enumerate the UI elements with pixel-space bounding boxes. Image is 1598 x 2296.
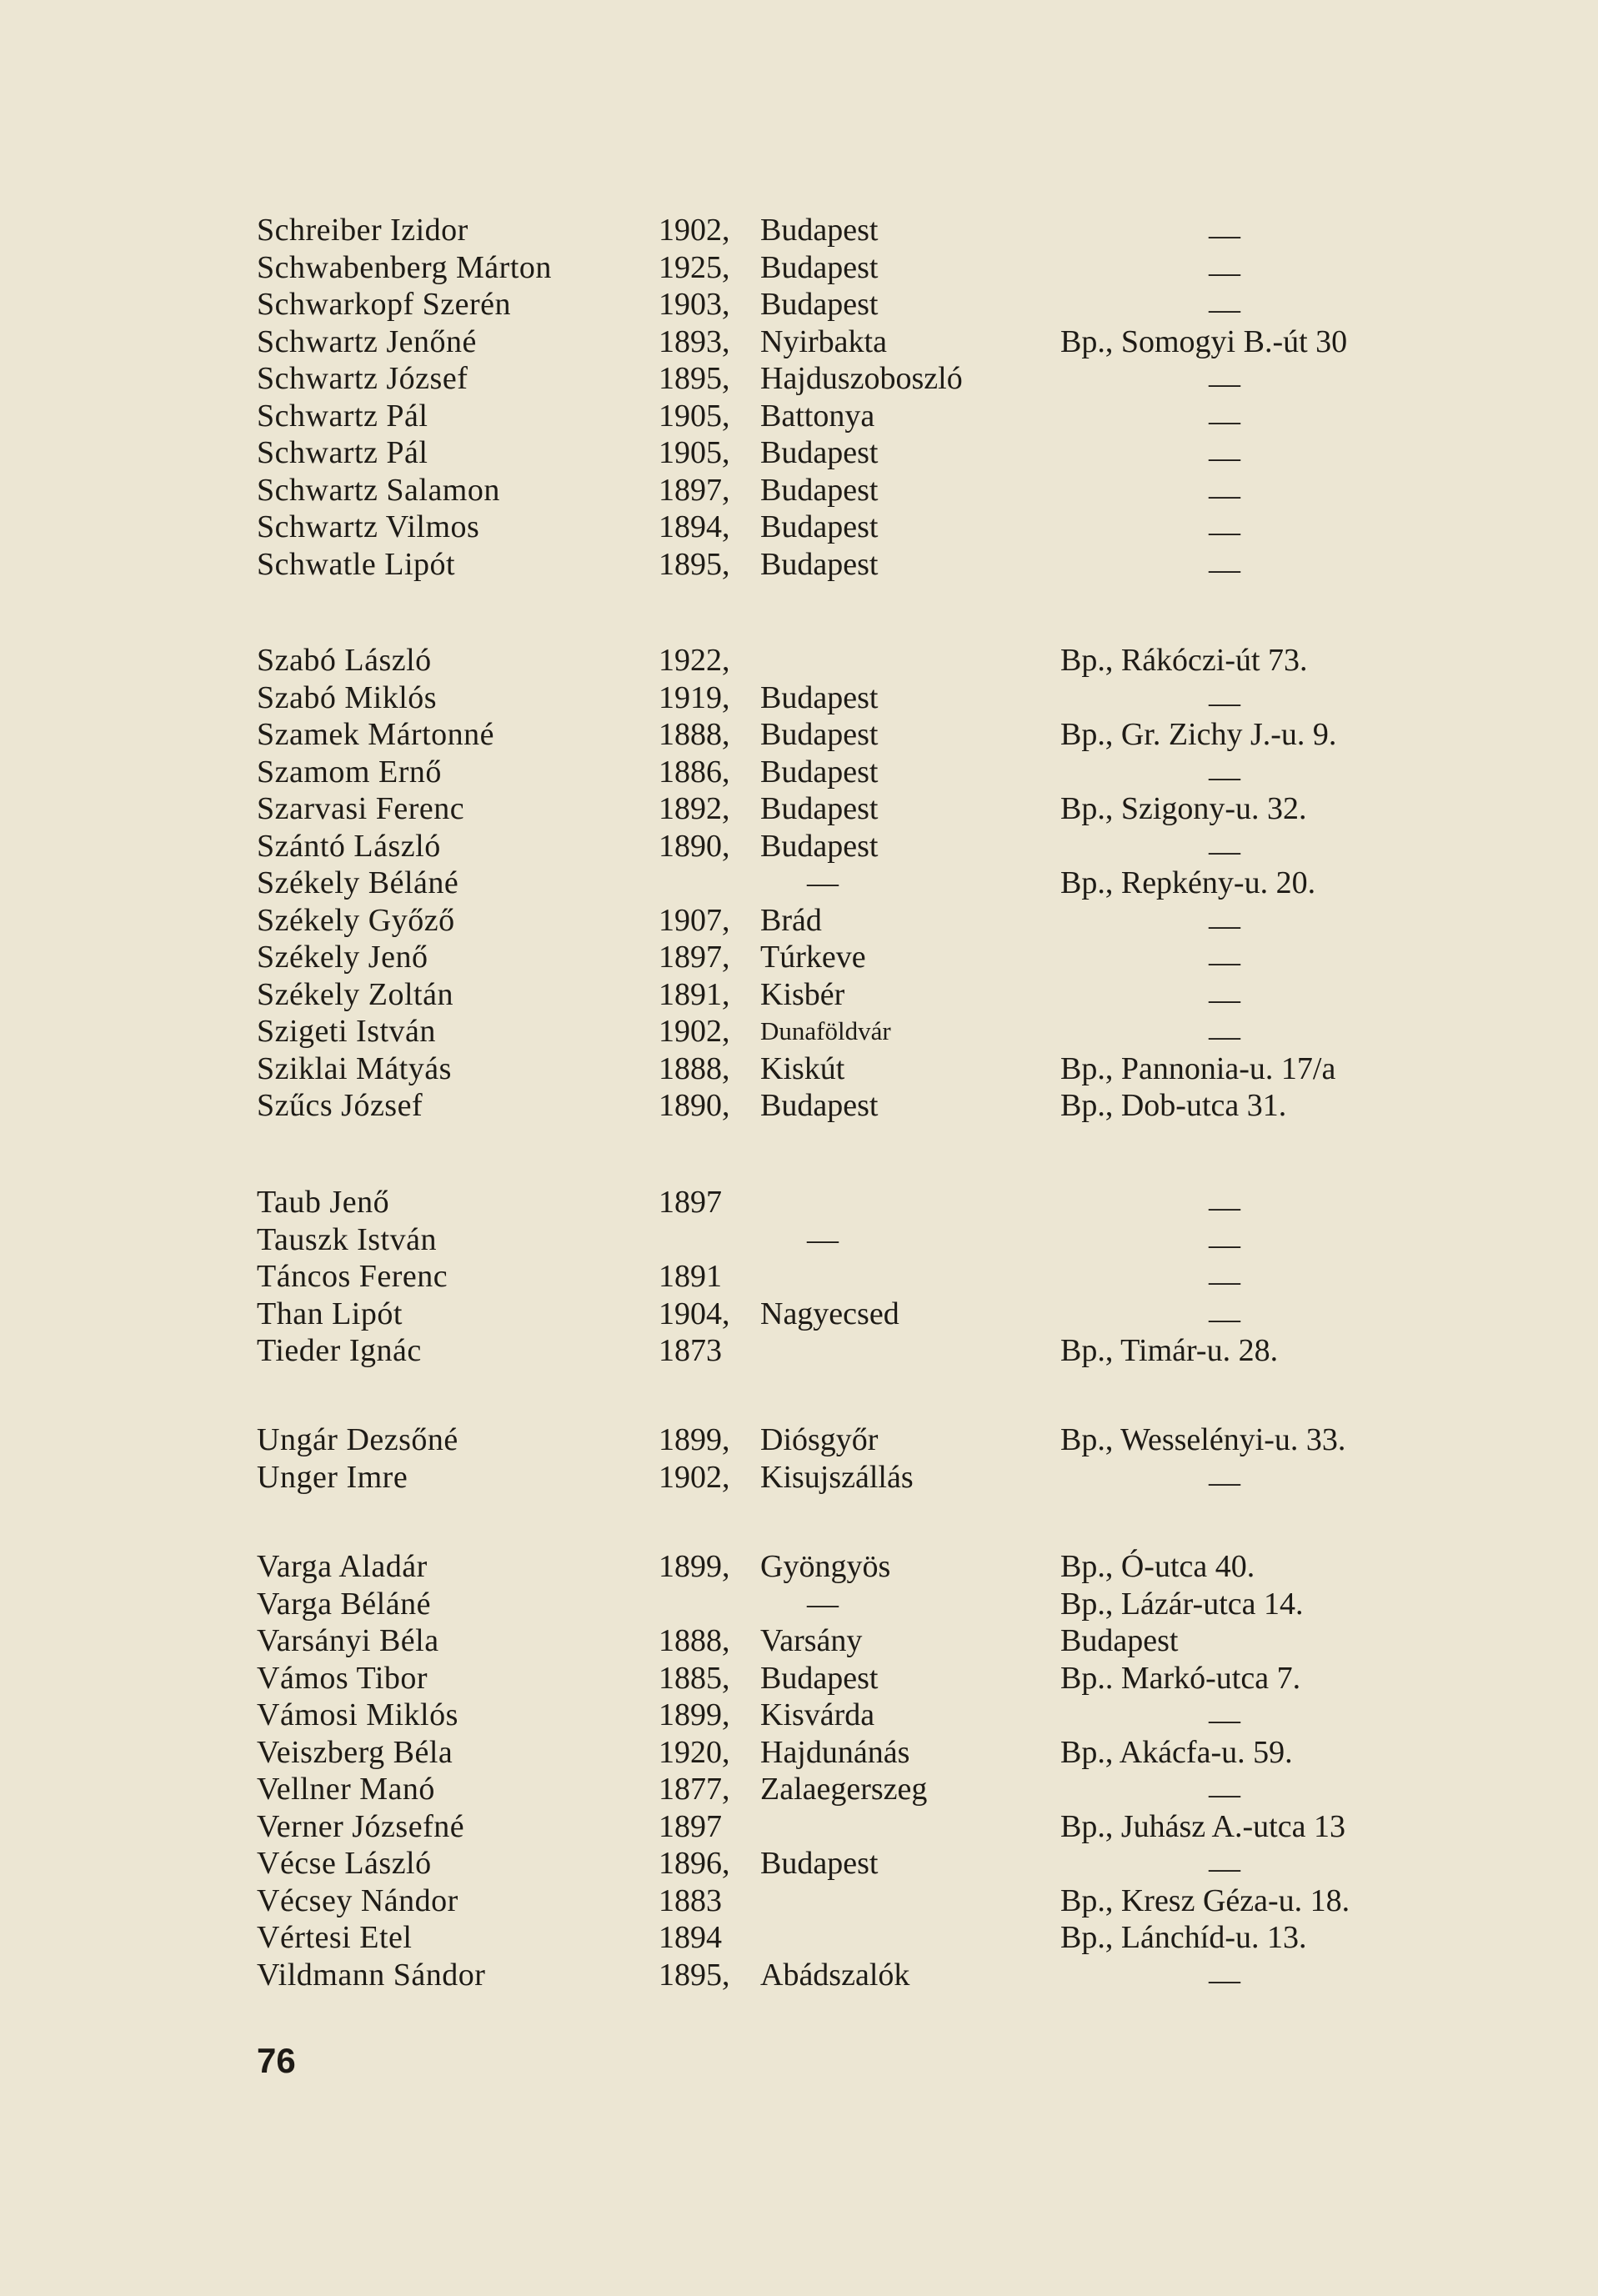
birth-year: 1885, [659,1660,730,1696]
birth-place: Budapest [760,213,879,248]
no-address-dash: — [1209,684,1240,720]
birth-place: Budapest [760,1088,879,1123]
person-name: Szabó László [257,643,432,678]
birth-year: 1891 [659,1259,722,1294]
list-item [0,679,1598,720]
no-address-dash: — [1209,292,1240,327]
birth-year: 1888, [659,1050,730,1086]
no-address-dash: — [1209,1226,1240,1262]
person-name: Schwartz Vilmos [257,509,480,544]
person-name: Unger Imre [257,1459,408,1495]
birth-year: 1873 [659,1333,722,1368]
list-item [0,1221,1598,1262]
list-item [0,1919,1598,1957]
birth-place: Budapest [760,1846,879,1881]
list-item [0,434,1598,475]
address: Bp., Repkény-u. 20. [1060,865,1316,900]
no-address-dash: — [1209,1019,1240,1054]
birth-place: — [807,865,839,900]
person-name: Vécse László [257,1846,432,1881]
birth-place: Budapest [760,435,879,470]
list-item [0,1421,1598,1459]
no-address-dash: — [1209,1264,1240,1299]
section-u [0,1421,1598,1500]
address: Bp., Juhász A.-utca 13 [1060,1808,1345,1844]
birth-year: 1890, [659,828,730,864]
birth-year: 1896, [659,1846,730,1881]
list-item [0,1697,1598,1737]
no-address-dash: — [1209,1962,1240,1998]
birth-place: Budapest [760,791,879,826]
person-name: Schwatle Lipót [257,546,456,582]
list-item [0,398,1598,439]
person-name: Szabó Miklós [257,679,438,715]
person-name: Szarvasi Ferenc [257,791,465,826]
person-name: Vámos Tibor [257,1660,428,1696]
person-name: Szántó László [257,828,441,864]
birth-year: 1899, [659,1549,730,1584]
no-address-dash: — [1209,254,1240,290]
birth-year: 1897, [659,472,730,508]
person-name: Veiszberg Béla [257,1734,453,1770]
birth-place: Nyirbakta [760,323,887,359]
birth-place: Nagyecsed [760,1296,899,1331]
address: Bp., Pannonia-u. 17/a [1060,1050,1336,1086]
no-address-dash: — [1209,759,1240,795]
person-name: Sziklai Mátyás [257,1050,452,1086]
birth-place: Hajdunánás [760,1734,910,1770]
birth-year: 1888, [659,1623,730,1658]
person-name: Vámosi Miklós [257,1697,458,1732]
person-name: Székely Béláné [257,865,459,900]
birth-year: 1886, [659,754,730,790]
birth-year: 1904, [659,1296,730,1331]
person-name: Vildmann Sándor [257,1957,486,1993]
birth-year: 1907, [659,902,730,938]
list-item [0,1013,1598,1054]
address: Bp., Kresz Géza-u. 18. [1060,1882,1350,1918]
birth-place: Budapest [760,717,879,752]
list-item [0,212,1598,253]
address: Bp., Akácfa-u. 59. [1060,1734,1293,1770]
birth-place: Budapest [760,546,879,582]
birth-year: 1897, [659,940,730,975]
birth-place: Budapest [760,679,879,715]
person-name: Székely Zoltán [257,976,453,1012]
list-item [0,1845,1598,1886]
person-name: Varga Béláné [257,1586,431,1622]
person-name: Szamom Ernő [257,754,442,790]
no-address-dash: — [1209,551,1240,587]
no-address-dash: — [1209,366,1240,401]
address: Bp.. Markó-utca 7. [1060,1660,1301,1696]
list-item [0,1332,1598,1370]
no-address-dash: — [1209,1777,1240,1812]
birth-place: Budapest [760,1660,879,1696]
address: Bp., Dob-utca 31. [1060,1088,1287,1123]
page-number: 76 [257,2041,296,2080]
no-address-dash: — [1209,1851,1240,1886]
list-item [0,1184,1598,1225]
person-name: Varga Aladár [257,1549,428,1584]
no-address-dash: — [1209,945,1240,980]
list-item [0,1660,1598,1697]
birth-year: 1895, [659,1957,730,1993]
list-item [0,1296,1598,1336]
birth-year: 1892, [659,791,730,826]
birth-place: Dunaföldvár [760,1016,891,1045]
birth-year: 1903, [659,287,730,322]
no-address-dash: — [1209,833,1240,869]
list-item [0,249,1598,290]
list-item [0,1734,1598,1772]
birth-place: Abádszalók [760,1957,910,1993]
list-item [0,1548,1598,1586]
list-item [0,286,1598,327]
no-address-dash: — [1209,403,1240,439]
list-item [0,642,1598,679]
birth-year: 1891, [659,976,730,1012]
person-name: Schwarkopf Szerén [257,287,512,322]
birth-place: Kisujszállás [760,1459,914,1495]
person-name: Schwartz Jenőné [257,323,477,359]
birth-place: Battonya [760,398,875,434]
birth-place: Varsány [760,1623,863,1658]
no-address-dash: — [1209,440,1240,475]
birth-year: 1902, [659,1014,730,1049]
no-address-dash: — [1209,1190,1240,1225]
birth-place: Budapest [760,754,879,790]
birth-year: 1897 [659,1185,722,1220]
birth-year: 1919, [659,679,730,715]
birth-year: 1883 [659,1882,722,1918]
birth-place: Brád [760,902,822,938]
list-item [0,1771,1598,1812]
list-item [0,790,1598,828]
birth-place: Kisvárda [760,1697,875,1732]
person-name: Szűcs József [257,1088,423,1123]
person-name: Tauszk István [257,1221,437,1257]
list-item [0,1459,1598,1500]
list-item [0,1258,1598,1299]
birth-year: 1888, [659,717,730,752]
list-item [0,1050,1598,1088]
list-item [0,546,1598,587]
list-item [0,323,1598,361]
birth-year: 1895, [659,361,730,396]
person-name: Táncos Ferenc [257,1259,448,1294]
address: Budapest [1060,1623,1179,1658]
address: Bp., Lázár-utca 14. [1060,1586,1304,1622]
birth-year: 1894 [659,1920,722,1955]
birth-year: 1877, [659,1772,730,1807]
address: Bp., Gr. Zichy J.-u. 9. [1060,717,1337,752]
person-name: Than Lipót [257,1296,403,1331]
list-item [0,939,1598,980]
list-item [0,865,1598,902]
person-name: Tieder Ignác [257,1333,422,1368]
list-item [0,1087,1598,1125]
birth-place: Zalaegerszeg [760,1772,928,1807]
person-name: Schwartz József [257,361,468,396]
list-item [0,1622,1598,1660]
section-schw [0,212,1598,587]
birth-place: — [807,1586,839,1622]
list-item [0,828,1598,869]
person-name: Varsányi Béla [257,1623,439,1658]
birth-place: — [807,1221,839,1257]
no-address-dash: — [1209,1301,1240,1336]
person-name: Verner Józsefné [257,1808,465,1844]
no-address-dash: — [1209,907,1240,943]
person-name: Székely Jenő [257,940,428,975]
person-name: Vécsey Nándor [257,1882,458,1918]
address: Bp., Szigony-u. 32. [1060,791,1307,826]
person-name: Vellner Manó [257,1772,435,1807]
section-sz [0,642,1598,1125]
list-item [0,976,1598,1017]
birth-place: Budapest [760,828,879,864]
birth-place: Budapest [760,249,879,285]
person-name: Schwartz Pál [257,398,428,434]
list-item [0,754,1598,795]
list-item [0,1586,1598,1623]
list-item [0,1882,1598,1920]
person-name: Szamek Mártonné [257,717,495,752]
list-item [0,360,1598,401]
list-item [0,902,1598,943]
birth-year: 1905, [659,435,730,470]
birth-place: Diósgyőr [760,1422,879,1457]
person-name: Taub Jenő [257,1185,390,1220]
birth-year: 1925, [659,249,730,285]
birth-place: Gyöngyös [760,1549,891,1584]
birth-year: 1922, [659,643,730,678]
person-name: Szigeti István [257,1014,436,1049]
birth-year: 1902, [659,213,730,248]
address: Bp., Somogyi B.-út 30 [1060,323,1348,359]
address: Bp., Timár-u. 28. [1060,1333,1279,1368]
no-address-dash: — [1209,1464,1240,1500]
no-address-dash: — [1209,981,1240,1017]
birth-place: Budapest [760,472,879,508]
address: Bp., Lánchíd-u. 13. [1060,1920,1307,1955]
birth-year: 1890, [659,1088,730,1123]
birth-place: Túrkeve [760,940,866,975]
birth-year: 1897 [659,1808,722,1844]
birth-year: 1920, [659,1734,730,1770]
person-name: Schwartz Pál [257,435,428,470]
person-name: Vértesi Etel [257,1920,413,1955]
birth-year: 1899, [659,1422,730,1457]
list-item [0,509,1598,549]
address: Bp., Rákóczi-út 73. [1060,643,1308,678]
no-address-dash: — [1209,218,1240,253]
address: Bp., Wesselényi-u. 33. [1060,1422,1346,1457]
birth-year: 1894, [659,509,730,544]
person-name: Ungár Dezsőné [257,1422,458,1457]
person-name: Schreiber Izidor [257,213,468,248]
birth-year: 1899, [659,1697,730,1732]
birth-year: 1902, [659,1459,730,1495]
birth-place: Kisbér [760,976,845,1012]
address: Bp., Ó-utca 40. [1060,1549,1255,1584]
person-name: Schwartz Salamon [257,472,500,508]
list-item [0,1957,1598,1998]
birth-place: Budapest [760,287,879,322]
section-v [0,1548,1598,1998]
birth-place: Hajduszoboszló [760,361,963,396]
no-address-dash: — [1209,514,1240,549]
list-item [0,716,1598,754]
birth-year: 1895, [659,546,730,582]
no-address-dash: — [1209,1702,1240,1737]
person-name: Székely Győző [257,902,455,938]
no-address-dash: — [1209,477,1240,513]
birth-place: Budapest [760,509,879,544]
list-item [0,1808,1598,1846]
birth-year: 1893, [659,323,730,359]
section-t [0,1184,1598,1370]
list-item [0,472,1598,513]
person-name: Schwabenberg Márton [257,249,552,285]
birth-year: 1905, [659,398,730,434]
birth-place: Kiskút [760,1050,845,1086]
